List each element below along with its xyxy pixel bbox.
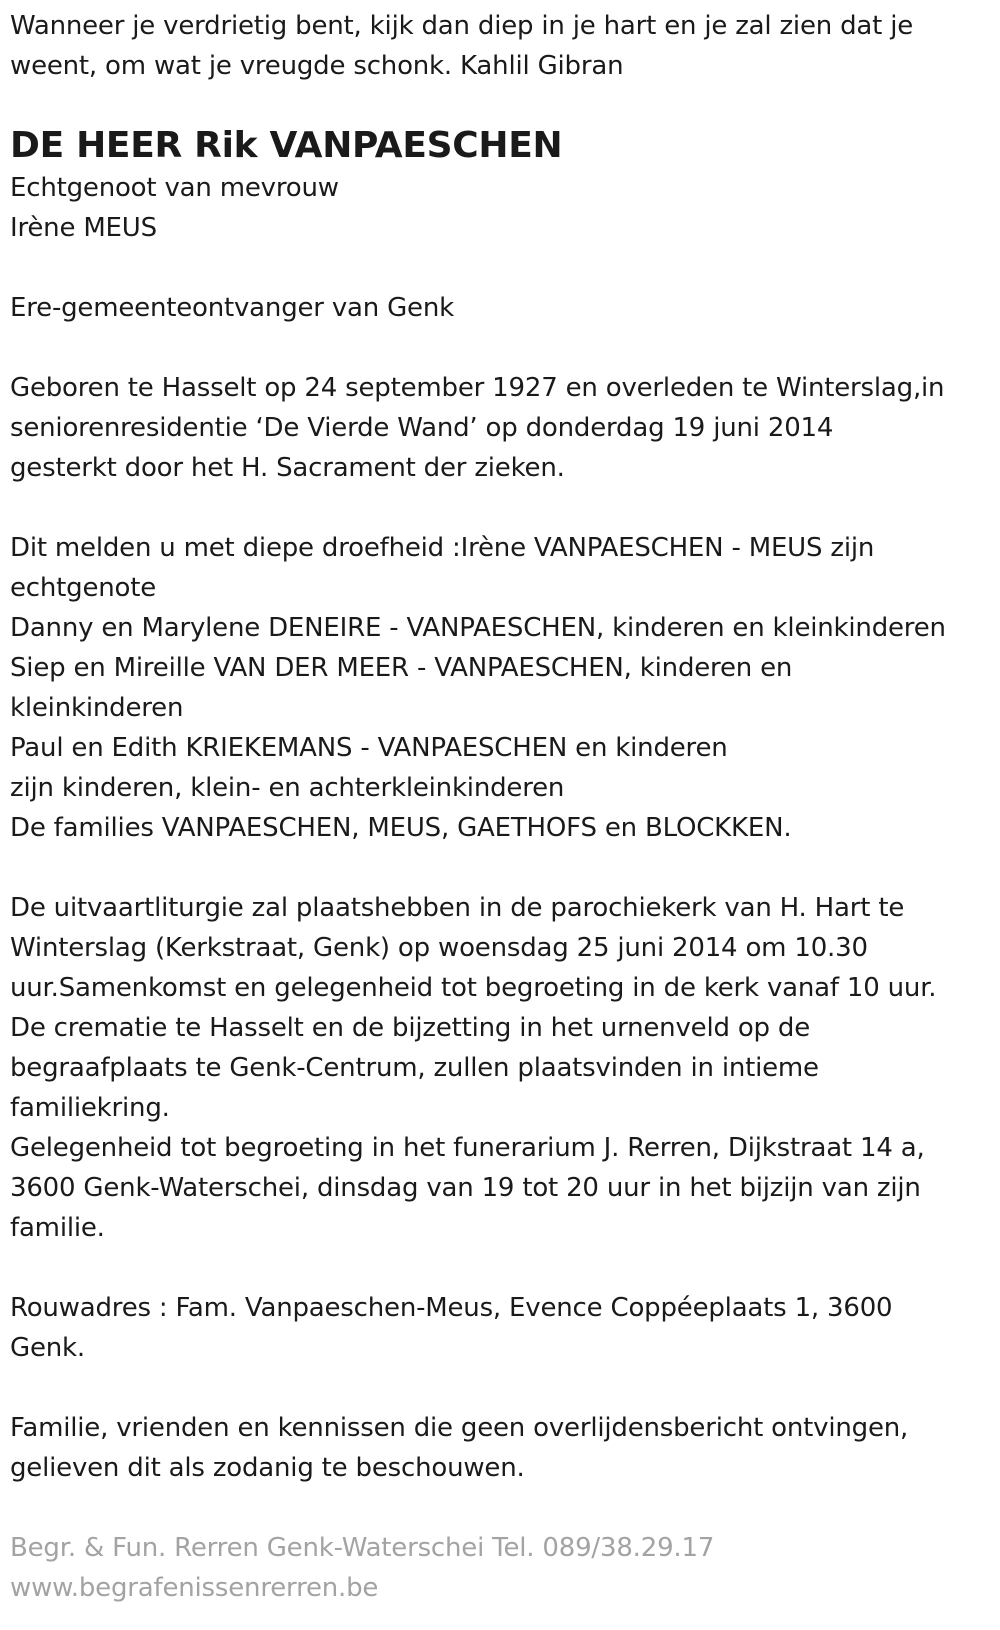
family-line-3: Danny en Marylene DENEIRE - VANPAESCHEN, kinderen en kleinkinderen <box>10 613 946 643</box>
family-line-6: Paul en Edith KRIEKEMANS - VANPAESCHEN en kinderen <box>10 733 728 763</box>
notice-line-2: gelieven dit als zodanig te beschouwen. <box>10 1453 525 1483</box>
funeral-line-4: De crematie te Hasselt en de bijzetting in het urnenveld op de <box>10 1013 811 1043</box>
funeral-home-contact: Begr. & Fun. Rerren Genk-Waterschei Tel. 089/38.29.17 <box>10 1533 715 1563</box>
funeral-line-7: Gelegenheid tot begroeting in het funerarium J. Rerren, Dijkstraat 14 a, <box>10 1133 925 1163</box>
spouse-line-1: Echtgenoot van mevrouw <box>10 173 339 203</box>
birth-death-line-1: Geboren te Hasselt op 24 september 1927 en overleden te Winterslag,in <box>10 373 945 403</box>
birth-death-line-2: seniorenresidentie ‘De Vierde Wand’ op donderdag 19 juni 2014 <box>10 413 834 443</box>
family-line-1: Dit melden u met diepe droefheid :Irène VANPAESCHEN - MEUS zijn <box>10 533 875 563</box>
funeral-line-8: 3600 Genk-Waterschei, dinsdag van 19 tot 20 uur in het bijzijn van zijn <box>10 1173 921 1203</box>
deceased-name: DE HEER Rik VANPAESCHEN <box>10 125 563 166</box>
quote-line-1: Wanneer je verdrietig bent, kijk dan diep in je hart en je zal zien dat je <box>10 11 914 41</box>
birth-death-line-3: gesterkt door het H. Sacrament der zieken. <box>10 453 565 483</box>
funeral-home-website[interactable]: www.begrafenissenrerren.be <box>10 1573 379 1603</box>
family-line-4: Siep en Mireille VAN DER MEER - VANPAESCHEN, kinderen en <box>10 653 793 683</box>
funeral-line-6: familiekring. <box>10 1093 170 1123</box>
notice-line-1: Familie, vrienden en kennissen die geen overlijdensbericht ontvingen, <box>10 1413 909 1443</box>
family-line-7: zijn kinderen, klein- en achterkleinkinderen <box>10 773 565 803</box>
address-line-2: Genk. <box>10 1333 85 1363</box>
family-line-2: echtgenote <box>10 573 157 603</box>
funeral-line-3: uur.Samenkomst en gelegenheid tot begroeting in de kerk vanaf 10 uur. <box>10 973 937 1003</box>
funeral-line-9: familie. <box>10 1213 105 1243</box>
funeral-line-2: Winterslag (Kerkstraat, Genk) op woensdag 25 juni 2014 om 10.30 <box>10 933 868 963</box>
address-line-1: Rouwadres : Fam. Vanpaeschen-Meus, Evence Coppéeplaats 1, 3600 <box>10 1293 893 1323</box>
role-title: Ere-gemeenteontvanger van Genk <box>10 293 454 323</box>
spouse-line-2: Irène MEUS <box>10 213 157 243</box>
family-line-8: De families VANPAESCHEN, MEUS, GAETHOFS en BLOCKKEN. <box>10 813 792 843</box>
family-line-5: kleinkinderen <box>10 693 184 723</box>
funeral-line-5: begraafplaats te Genk-Centrum, zullen plaatsvinden in intieme <box>10 1053 819 1083</box>
quote-line-2: weent, om wat je vreugde schonk. Kahlil Gibran <box>10 51 624 81</box>
obituary-notice <box>10 6 995 1608</box>
funeral-line-1: De uitvaartliturgie zal plaatshebben in de parochiekerk van H. Hart te <box>10 893 905 923</box>
